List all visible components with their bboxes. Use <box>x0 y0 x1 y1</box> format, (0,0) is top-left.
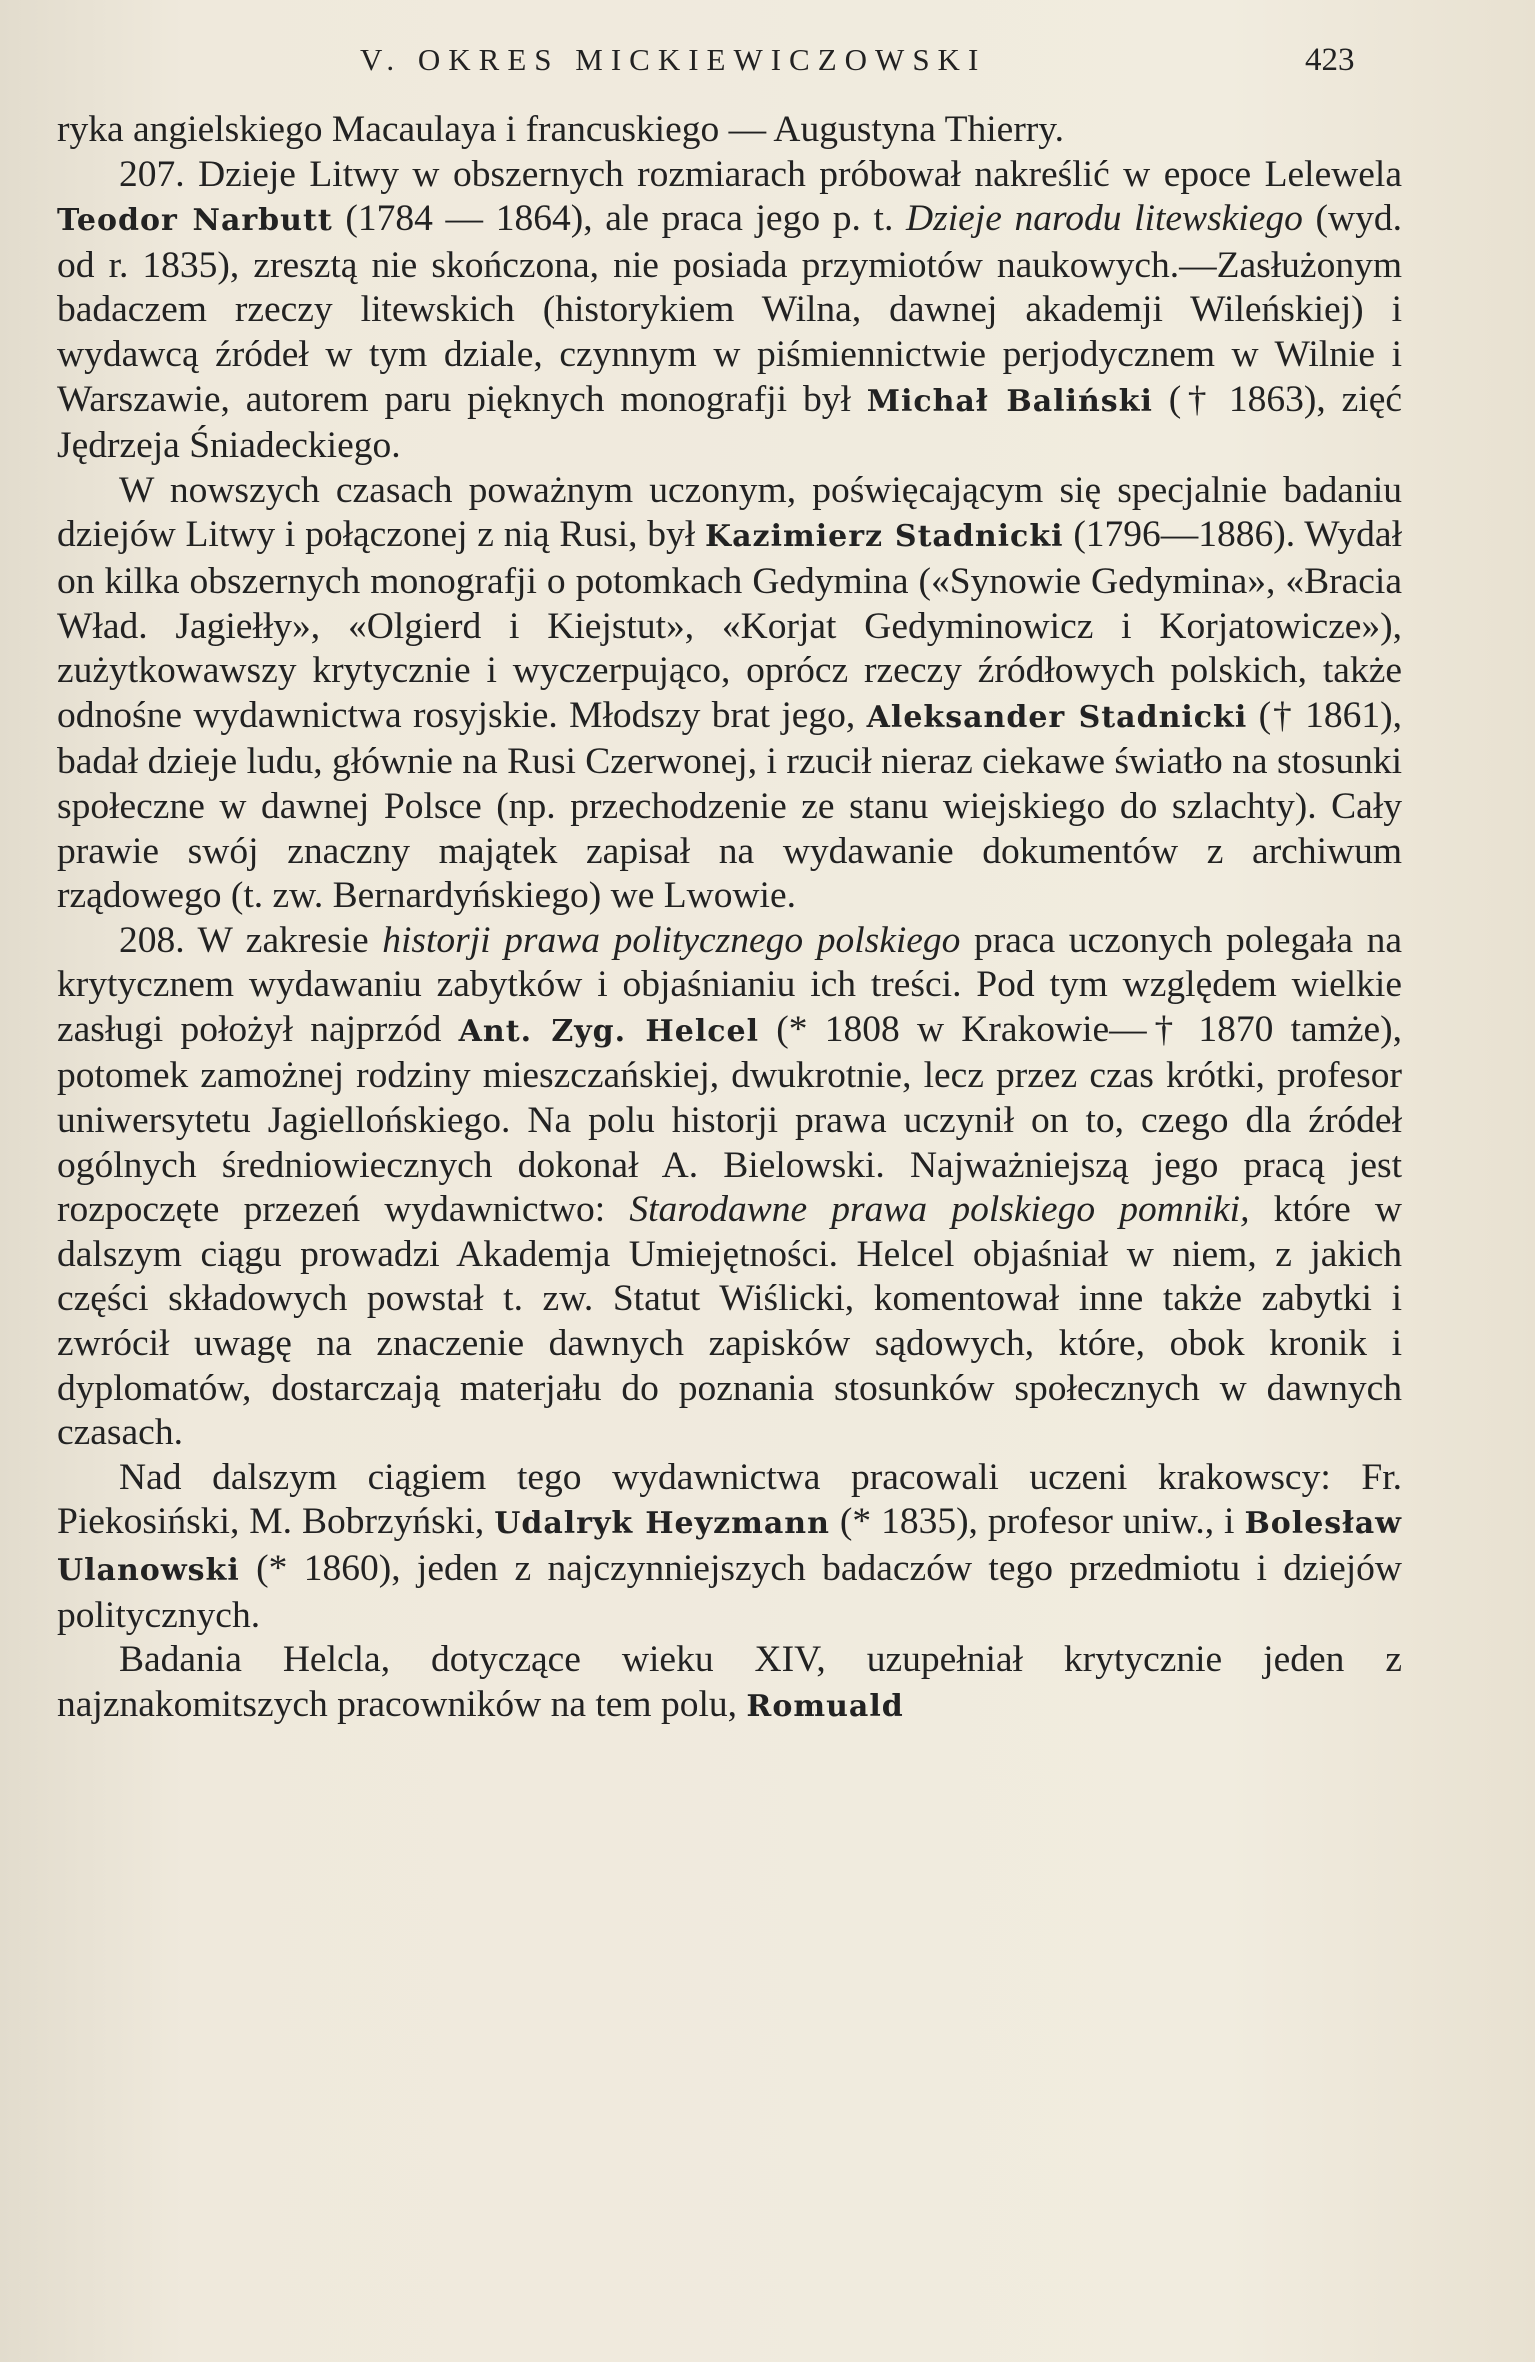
person-name: Ant. Zyg. Helcel <box>458 1013 759 1049</box>
person-name: Bolesław Ulanowski <box>57 1506 1402 1588</box>
text-run: W nowszych czasach poważnym uczonym, poświęcającym się specjalnie badaniu dziejów Litwy i połączonej z nią Rusi, był <box>57 469 1402 556</box>
person-name: Kazimierz Stadnicki <box>705 519 1064 555</box>
paragraph <box>57 153 1402 469</box>
paragraph <box>57 1638 1402 1729</box>
page-header <box>0 42 1535 102</box>
person-name: Aleksander Stadnicki <box>866 699 1248 735</box>
person-name: Romuald <box>746 1688 904 1724</box>
text-run: (wyd. od r. 1835), zresztą nie skończona, nie posiada przymiotów naukowych.—Zasłużonym badaczem rzeczy litewskich (historykiem Wilna, dawnej akademji Wileńskiej) i wydawcą źródeł w tym dziale, czynnym w piśmiennictwie perjodycznem w Wilnie i Warszawie, autorem paru pięknych monografji był <box>57 198 1402 420</box>
text-run: (* 1835), profesor uniw., i <box>829 1501 1245 1543</box>
work-title: Starodawne prawa polskiego pomniki, <box>629 1189 1250 1231</box>
body-text <box>57 108 1402 1729</box>
running-head: V. OKRES MICKIEWICZOWSKI <box>360 42 987 77</box>
section-number: 207. <box>119 153 185 195</box>
paragraph <box>57 919 1402 1456</box>
text-run: (* 1808 w Krakowie—† 1870 tamże), potomek zamożnej rodziny mieszczańskiej, dwukrotnie, lecz przez czas krótki, profesor uniwersytetu Jagiellońskiego. Na polu historji prawa uczynił on to, czego dla źródeł ogólnych średniowiecznych dokonał A. Bielowski. Najważniejszą jego pracą jest rozpoczęte przezeń wydawnictwo: <box>57 1008 1403 1231</box>
text-run: Badania Helcla, dotyczące wieku XIV, uzupełniał krytycznie jeden z najznakomitszych pracowników na tem polu, <box>57 1639 1402 1725</box>
person-name: Teodor Narbutt <box>57 203 333 239</box>
text-run: Dzieje Litwy w obszernych rozmiarach próbował nakreślić w epoce Lelewela <box>184 153 1402 195</box>
section-number: 208. <box>119 919 185 961</box>
paragraph <box>57 469 1402 919</box>
text-run: († 1863), zięć Jędrzeja Śniadeckiego. <box>57 378 1402 467</box>
work-title: historji prawa politycznego polskiego <box>382 919 961 961</box>
paragraph <box>57 1456 1402 1638</box>
text-run: które w dalszym ciągu prowadzi Akademja Umiejętności. Helcel objaśniał w niem, z jakich części składowych powstał t. zw. Statut Wiślicki, komentował inne także zabytki i zwrócił uwagę na znaczenie dawnych zapisków sądowych, które, obok kronik i dyplomatów, dostarczają materjału do poznania stosunków społecznych w dawnych czasach. <box>57 1189 1402 1454</box>
text-run: Nad dalszym ciągiem tego wydawnictwa pracowali uczeni krakowscy: Fr. Piekosiński, M. Bobrzyński, <box>57 1456 1402 1543</box>
person-name: Udalryk Heyzmann <box>494 1506 830 1542</box>
text-run: praca uczonych polegała na krytycznem wydawaniu zabytków i objaśnianiu ich treści. Pod tym względem wielkie zasługi położył najprzód <box>57 919 1402 1050</box>
page-number: 423 <box>1305 42 1355 78</box>
person-name: Michał Baliński <box>866 383 1153 419</box>
text-run: (* 1860), jeden z najczynniejszych badaczów tego przedmiotu i dziejów politycznych. <box>57 1548 1402 1636</box>
text-run: (1784 — 1864), ale praca jego p. t. <box>332 198 907 240</box>
work-title: Dzieje narodu litewskiego <box>906 198 1303 240</box>
paragraph <box>57 108 1402 153</box>
text-run: († 1861), badał dzieje ludu, głównie na Rusi Czerwonej, i rzucił nieraz ciekawe światło na stosunki społeczne w dawnej Polsce (np. przechodzenie ze stanu wiejskiego do szlachty). Cały prawie swój znaczny majątek zapisał na wydawanie dokumentów z archiwum rządowego (t. zw. Bernardyńskiego) we Lwowie. <box>57 694 1402 917</box>
text-run: (1796—1886). Wydał on kilka obszernych monografji o potomkach Gedymina («Synowie Gedymina», «Bracia Wład. Jagiełły», «Olgierd i Kiejstut», «Korjat Gedyminowicz i Korjatowicze»), zużytkowawszy krytycznie i wyczerpująco, oprócz rzeczy źródłowych polskich, także odnośne wydawnictwa rosyjskie. Młodszy brat jego, <box>57 514 1402 736</box>
text-run: W zakresie <box>184 919 383 961</box>
text-run: ryka angielskiego Macaulaya i francuskiego — Augustyna Thierry. <box>57 109 1064 150</box>
